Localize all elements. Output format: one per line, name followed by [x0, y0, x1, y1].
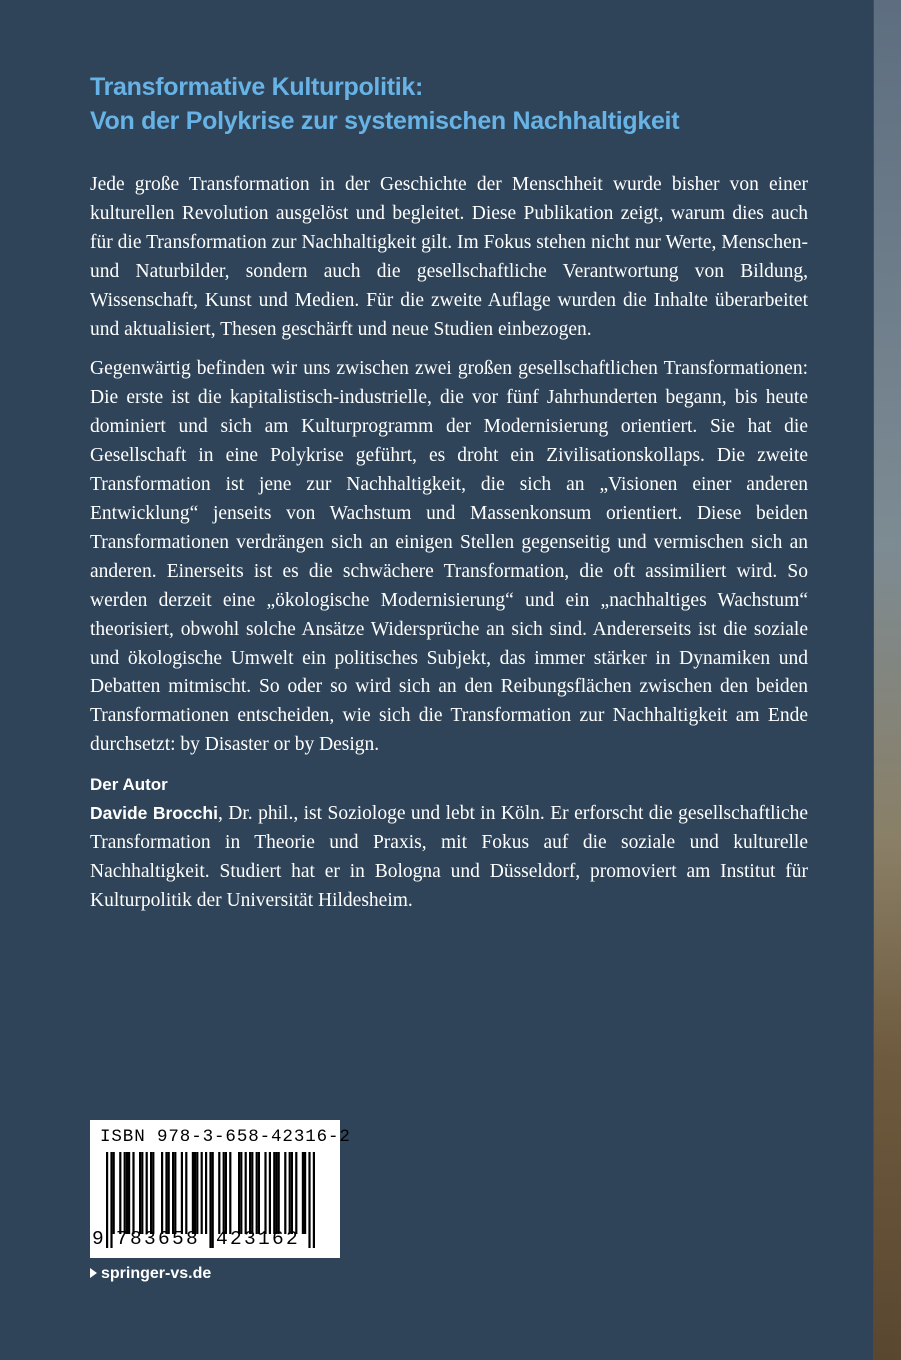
author-bio-text: , Dr. phil., ist Soziologe und lebt in Köln. Er erforscht die gesellschaftliche Transformation in Theorie und Praxis, mit Fokus auf die soziale und kulturelle Nachhaltigkeit. Studiert hat er in Bologna und Düsseldorf, promoviert am Institut für Kulturpolitik der Universität Hildesheim.	[90, 803, 809, 911]
barcode-bar	[196, 1152, 198, 1234]
barcode-bar	[141, 1152, 143, 1234]
barcode-bar	[291, 1152, 293, 1234]
barcode-bar	[304, 1152, 306, 1234]
spine-photo-strip	[874, 0, 901, 1360]
barcode-bar	[209, 1152, 211, 1248]
isbn-label: ISBN 978-3-658-42316-2	[100, 1127, 351, 1147]
barcode-bar	[168, 1152, 170, 1234]
barcode-bar	[139, 1152, 141, 1234]
barcode-bar	[150, 1152, 152, 1234]
barcode-bar	[165, 1152, 167, 1234]
barcode-bar	[269, 1152, 271, 1234]
barcode-bar	[240, 1152, 242, 1234]
barcode-bar	[146, 1152, 148, 1234]
barcode-bar	[185, 1152, 187, 1234]
barcode-bar	[205, 1152, 207, 1234]
title-line-1: Transformative Kulturpolitik:	[90, 73, 424, 101]
barcode-bar	[249, 1152, 251, 1234]
barcode-bar	[194, 1152, 196, 1234]
barcode-bar	[181, 1152, 183, 1234]
barcode-bar	[128, 1152, 130, 1234]
barcode-bar	[313, 1152, 315, 1248]
back-cover-title	[90, 70, 850, 138]
barcode-bar	[201, 1152, 203, 1234]
triangle-right-icon	[90, 1268, 97, 1278]
barcode-bar	[229, 1152, 231, 1234]
publisher-website[interactable]	[90, 1263, 211, 1285]
barcode-bar	[174, 1152, 176, 1234]
barcode-bar	[126, 1152, 128, 1234]
barcode-bar	[212, 1152, 214, 1248]
author-name: Davide Brocchi	[90, 803, 218, 824]
author-bio	[90, 799, 808, 916]
barcode-bar	[238, 1152, 240, 1234]
barcode-bar	[264, 1152, 266, 1234]
barcode-bar	[251, 1152, 253, 1234]
barcode-bar	[245, 1152, 247, 1234]
barcode-bar	[132, 1152, 134, 1234]
barcode-bar	[192, 1152, 194, 1234]
barcode-bar	[295, 1152, 297, 1234]
barcode-bar	[275, 1152, 277, 1234]
barcode-bar	[152, 1152, 154, 1234]
barcode-digit-first: 9	[92, 1228, 104, 1250]
website-label: springer-vs.de	[101, 1265, 212, 1282]
barcode-bar	[256, 1152, 258, 1234]
barcode-bar	[258, 1152, 260, 1234]
barcode-bar	[124, 1152, 126, 1234]
barcode-bar	[278, 1152, 280, 1234]
blurb-paragraph-1: Jede große Transformation in der Geschichte der Menschheit wurde bisher von einer kulturellen Revolution ausgelöst und begleitet. Diese Publikation zeigt, warum dies auch für die Transformation zur Nachhaltigkeit gilt. Im Fokus stehen nicht nur Werte, Menschen- und Naturbilder, sondern auch die gesellschaftliche Verantwortung von Bildung, Wissenschaft, Kunst und Medien. Für die zweite Auflage wurden die Inhalte überarbeitet und aktualisiert, Thesen geschärft und neue Studien einbezogen.	[90, 174, 808, 340]
barcode-bar	[119, 1152, 121, 1234]
barcode-bar	[302, 1152, 304, 1234]
barcode-bar	[172, 1152, 174, 1234]
barcode-bar	[106, 1152, 108, 1248]
blurb-paragraph-2: Gegenwärtig befinden wir uns zwischen zwei großen gesellschaftlichen Transformationen: Die erste ist die kapitalistisch-industrielle, die vor fünf Jahrhunderten begann, bis heute dominiert und sich am Kulturprogramm der Modernisierung orientiert. Sie hat die Gesellschaft in eine Polykrise geführt, es droht ein Zivilisationskollaps. Die zweite Transformation ist jene zur Nachhaltigkeit, die sich an „Visionen einer anderen Entwicklung“ jenseits von Wachstum und Massenkonsum orientiert. Diese beiden Transformationen verdrängen sich an einigen Stellen gegenseitig und vermischen sich an anderen. Einerseits ist es die schwächere Transformation, die oft assimiliert wird. So werden derzeit eine „ökologische Modernisierung“ und ein „nachhaltiges Wachstum“ theorisiert, obwohl solche Ansätze Widersprüche an sich sind. Andererseits ist die soziale und ökologische Umwelt ein politisches Subjekt, das immer stärker in Dynamiken und Debatten mitmischt. So oder so wird sich an den Reibungsflächen zwischen den beiden Transformationen entscheiden, wie sich die Transformation zur Nachhaltigkeit am Ende durchsetzt: by Disaster or by Design.	[90, 358, 808, 756]
barcode-bar	[161, 1152, 163, 1234]
barcode-bar	[113, 1152, 115, 1234]
title-line-2: Von der Polykrise zur systemischen Nachhaltigkeit	[90, 107, 680, 135]
barcode-bar	[273, 1152, 275, 1234]
barcode-bar	[289, 1152, 291, 1234]
barcode-bar	[110, 1152, 112, 1248]
blurb-text	[90, 171, 808, 927]
barcode-bar	[284, 1152, 286, 1234]
barcode-bar	[225, 1152, 227, 1234]
barcode-bar	[218, 1152, 220, 1234]
barcode-bar	[223, 1152, 225, 1234]
barcode-digits-left: 783658	[116, 1228, 201, 1250]
barcode-digits-right: 423162	[216, 1228, 301, 1250]
barcode-bar	[308, 1152, 310, 1248]
author-heading: Der Autor	[90, 775, 168, 795]
